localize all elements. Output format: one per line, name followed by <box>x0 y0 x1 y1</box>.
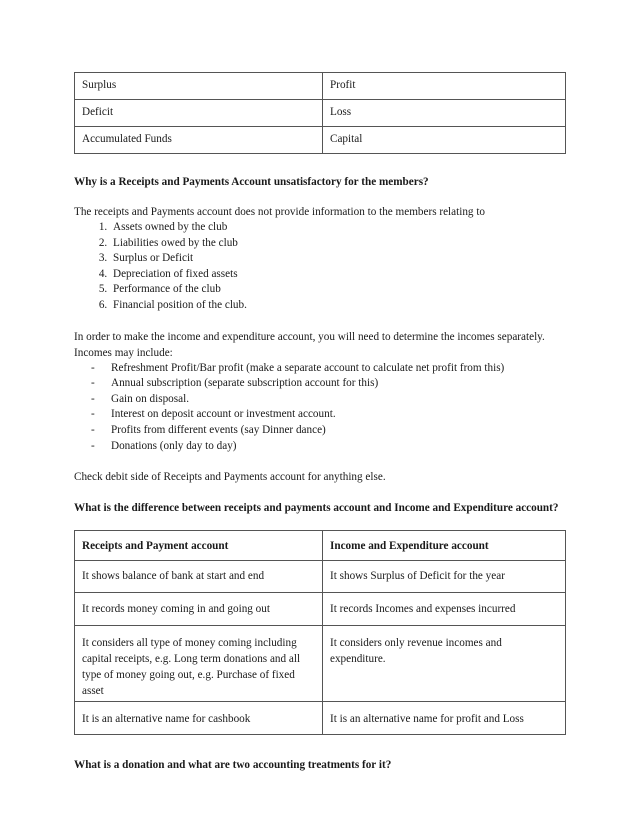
numbered-list <box>74 220 566 314</box>
list-item: - Interest on deposit account or investment account. <box>74 407 566 423</box>
question-heading: What is a donation and what are two accounting treatments for it? <box>74 759 392 772</box>
table-row <box>75 593 566 626</box>
table-header-cell: Income and Expenditure account <box>323 531 566 561</box>
paragraph: In order to make the income and expenditure account, you will need to determine the incomes separately. Incomes may include: <box>74 330 545 359</box>
list-item: 5. Performance of the club <box>110 282 566 298</box>
dash-list <box>74 361 566 455</box>
table-header-cell: Receipts and Payment account <box>75 531 323 561</box>
table-cell: Profit <box>323 73 566 100</box>
paragraph: Check debit side of Receipts and Payments account for anything else. <box>74 471 386 484</box>
list-item: - Annual subscription (separate subscription account for this) <box>74 376 566 392</box>
table-row <box>75 100 566 127</box>
list-item: - Refreshment Profit/Bar profit (make a separate account to calculate net profit from this) <box>74 361 566 377</box>
table-row <box>75 73 566 100</box>
document-page <box>74 72 566 773</box>
list-item: 6. Financial position of the club. <box>110 298 566 314</box>
table-cell: Capital <box>323 127 566 154</box>
list-item: - Profits from different events (say Dinner dance) <box>74 423 566 439</box>
table-cell: Deficit <box>75 100 323 127</box>
table-cell: It shows balance of bank at start and end <box>75 561 323 593</box>
list-item: - Donations (only day to day) <box>74 439 566 455</box>
table-row <box>75 626 566 702</box>
question-heading: Why is a Receipts and Payments Account unsatisfactory for the members? <box>74 176 429 188</box>
table-cell: It is an alternative name for cashbook <box>75 702 323 735</box>
list-item: 4. Depreciation of fixed assets <box>110 267 566 283</box>
question-heading: What is the difference between receipts and payments account and Income and Expenditure account? <box>74 502 559 515</box>
table-cell: It records Incomes and expenses incurred <box>323 593 566 626</box>
terms-table <box>74 72 566 154</box>
list-item: 3. Surplus or Deficit <box>110 251 566 267</box>
table-row <box>75 702 566 735</box>
table-cell: It records money coming in and going out <box>75 593 323 626</box>
table-cell: Loss <box>323 100 566 127</box>
table-cell: It considers only revenue incomes and expenditure. <box>323 626 566 702</box>
comparison-table <box>74 530 566 735</box>
table-cell: It considers all type of money coming including capital receipts, e.g. Long term donations and all type of money going out, e.g. Purchase of fixed asset <box>75 626 323 702</box>
paragraph: The receipts and Payments account does not provide information to the members relating to <box>74 206 486 218</box>
table-cell: It is an alternative name for profit and Loss <box>323 702 566 735</box>
table-cell: Accumulated Funds <box>75 127 323 154</box>
table-row <box>75 127 566 154</box>
list-item: 2. Liabilities owed by the club <box>110 236 566 252</box>
list-item: - Gain on disposal. <box>74 392 566 408</box>
table-header-row <box>75 531 566 561</box>
table-row <box>75 561 566 593</box>
table-cell: It shows Surplus of Deficit for the year <box>323 561 566 593</box>
table-cell: Surplus <box>75 73 323 100</box>
list-item: 1. Assets owned by the club <box>110 220 566 236</box>
